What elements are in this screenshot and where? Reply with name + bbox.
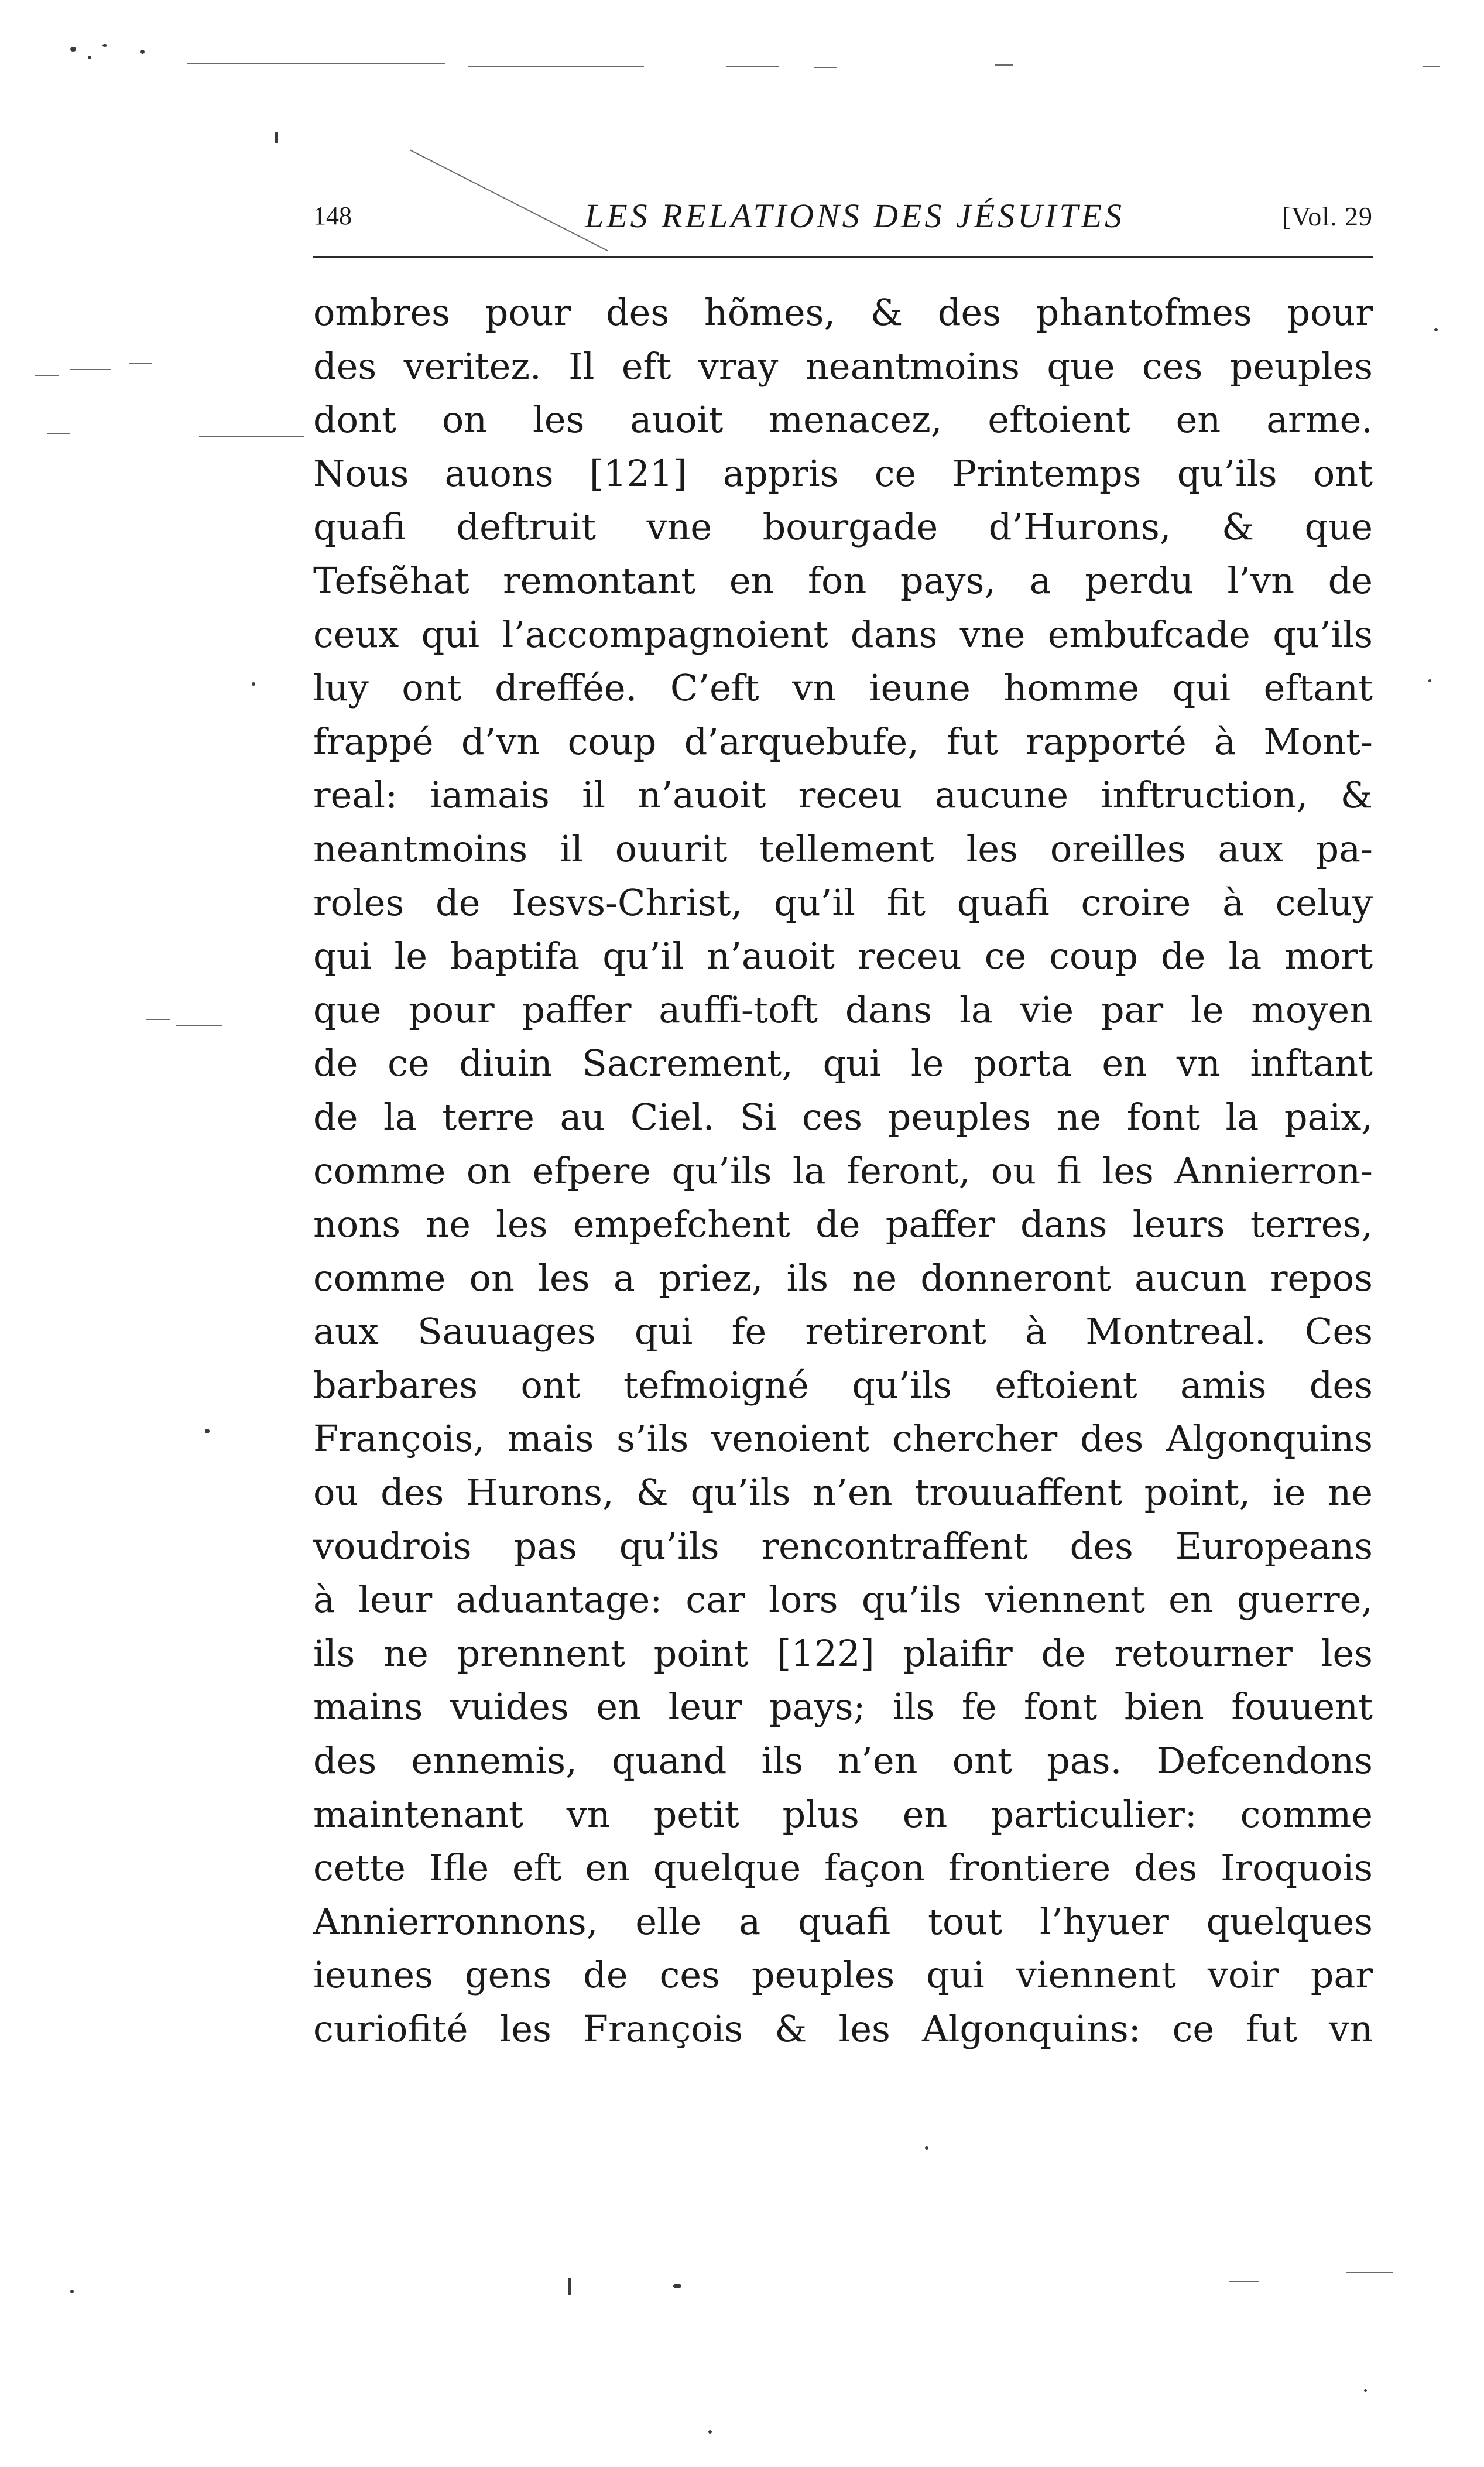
- text-line: ieunes gens de ces peuples qui viennent voir par: [313, 1953, 1373, 1997]
- text-line: cette Ifle eft en quelque façon frontiere des Iroquois: [313, 1846, 1373, 1890]
- text-line: dont on les auoit menacez, eftoient en arme.: [313, 398, 1373, 442]
- scan-speck: [205, 1429, 210, 1433]
- scan-speck: [70, 47, 76, 52]
- text-line: frappé d’vn coup d’arquebufe, fut rapporté à Mont-: [313, 720, 1373, 763]
- scan-speck: [1434, 328, 1438, 331]
- text-line: Tefsẽhat remontant en fon pays, a perdu l’vn de: [313, 559, 1373, 602]
- scan-line: [70, 369, 111, 370]
- text-line: Nous auons [121] appris ce Printemps qu’ils ont: [313, 451, 1373, 495]
- text-line: quafi deftruit vne bourgade d’Hurons, & que: [313, 505, 1373, 549]
- scan-speck: [70, 2290, 74, 2293]
- scan-line: [1423, 66, 1440, 67]
- scan-line: [187, 63, 445, 64]
- text-line: que pour paffer auffi-toft dans la vie par le moyen: [313, 988, 1373, 1031]
- scan-line: [814, 67, 837, 68]
- scan-speck: [925, 2146, 928, 2150]
- text-line: de ce diuin Sacrement, qui le porta en vn inftant: [313, 1042, 1373, 1085]
- text-line: des ennemis, quand ils n’en ont pas. Defcendons: [313, 1739, 1373, 1782]
- volume-label: [Vol. 29: [1281, 201, 1373, 231]
- text-line: Annierronnons, elle a quafi tout l’hyuer quelques: [313, 1900, 1373, 1943]
- text-line: roles de Iesvs-Christ, qu’il fit quafi croire à celuy: [313, 881, 1373, 924]
- text-line: qui le baptifa qu’il n’auoit receu ce coup de la mort: [313, 935, 1373, 978]
- text-line: comme on les a priez, ils ne donneront aucun repos: [313, 1256, 1373, 1299]
- scan-speck: [275, 132, 278, 143]
- page-number: 148: [313, 201, 352, 230]
- text-line: ils ne prennent point [122] plaifir de retourner les: [313, 1631, 1373, 1675]
- text-line: mains vuides en leur pays; ils fe font bien fouuent: [313, 1685, 1373, 1729]
- text-line: real: iamais il n’auoit receu aucune inftruction, &: [313, 774, 1373, 817]
- text-line: neantmoins il ouurit tellement les oreilles aux pa-: [313, 827, 1373, 870]
- scan-line: [468, 66, 644, 67]
- scan-speck: [568, 2278, 571, 2295]
- scan-line: [995, 64, 1013, 66]
- scan-speck: [1428, 679, 1431, 682]
- scan-line: [726, 66, 779, 67]
- scan-line: [1346, 2272, 1393, 2273]
- scan-speck: [252, 682, 255, 686]
- scan-speck: [673, 2284, 681, 2288]
- scan-line: [129, 363, 152, 364]
- scan-speck: [102, 44, 107, 47]
- scan-speck: [140, 50, 145, 54]
- scan-line: [176, 1025, 222, 1026]
- text-line: comme on efpere qu’ils la feront, ou fi les Annierron-: [313, 1149, 1373, 1192]
- text-line: de la terre au Ciel. Si ces peuples ne font la paix,: [313, 1095, 1373, 1138]
- running-title: LES RELATIONS DES JÉSUITES: [584, 197, 1125, 235]
- body-text: [313, 286, 1373, 2056]
- text-line: luy ont dreffée. C’eft vn ieune homme qui eftant: [313, 666, 1373, 710]
- text-line: nons ne les empefchent de paffer dans leurs terres,: [313, 1203, 1373, 1246]
- text-line: ceux qui l’accompagnoient dans vne embufcade qu’ils: [313, 613, 1373, 656]
- running-header: [313, 196, 1373, 249]
- scan-speck: [708, 2430, 712, 2434]
- scan-line: [35, 375, 59, 376]
- text-line: voudrois pas qu’ils rencontraffent des Europeans: [313, 1524, 1373, 1568]
- text-line: maintenant vn petit plus en particulier: comme: [313, 1792, 1373, 1836]
- scan-line: [146, 1019, 170, 1020]
- text-line: à leur aduantage: car lors qu’ils viennent en guerre,: [313, 1578, 1373, 1621]
- text-line: des veritez. Il eft vray neantmoins que ces peuples: [313, 344, 1373, 388]
- text-line: aux Sauuages qui fe retireront à Montreal. Ces: [313, 1310, 1373, 1353]
- text-line: ou des Hurons, & qu’ils n’en trouuaffent point, ie ne: [313, 1471, 1373, 1514]
- text-line: barbares ont tefmoigné qu’ils eftoient amis des: [313, 1363, 1373, 1407]
- scan-line: [1229, 2281, 1259, 2282]
- text-line: François, mais s’ils venoient chercher des Algonquins: [313, 1417, 1373, 1460]
- header-rule: [313, 256, 1373, 258]
- scan-speck: [88, 56, 91, 59]
- scan-line: [199, 436, 304, 437]
- scan-speck: [1364, 2389, 1367, 2392]
- scan-line: [47, 433, 70, 434]
- text-line: curiofité les François & les Algonquins: ce fut vn: [313, 2007, 1373, 2050]
- text-line: ombres pour des hõmes, & des phantofmes pour: [313, 291, 1373, 334]
